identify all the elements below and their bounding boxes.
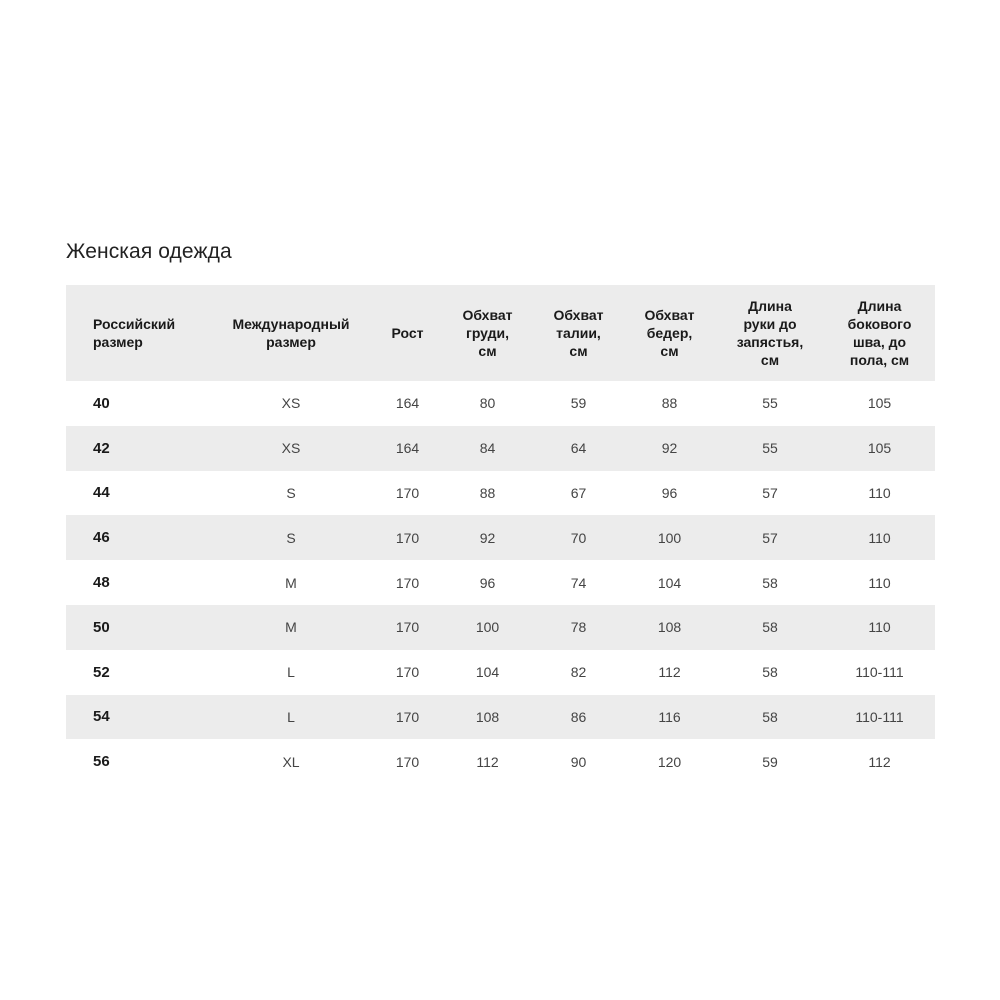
arm-length-cell: 55 <box>762 395 778 412</box>
russian-size-cell: 54 <box>93 708 110 726</box>
waist-girth-cell: 74 <box>570 574 587 591</box>
height-cell: 170 <box>395 484 420 501</box>
international-size-cell: S <box>286 484 296 501</box>
table-row <box>66 605 935 650</box>
height-cell: 170 <box>395 574 420 591</box>
side-seam-length-cell: 110 <box>868 529 891 546</box>
side-seam-length-cell: 110 <box>868 574 891 591</box>
waist-girth-cell: 59 <box>570 395 587 412</box>
header-line: талии, <box>556 325 601 341</box>
waist-girth-cell: 90 <box>570 753 587 770</box>
arm-length-cell: 55 <box>762 440 778 457</box>
waist-girth-cell: 86 <box>570 708 587 725</box>
chest-girth-cell: 92 <box>479 529 496 546</box>
international-size-cell: S <box>286 529 296 546</box>
header-line: бедер, <box>646 325 693 341</box>
arm-length-cell: 57 <box>762 484 778 501</box>
chest-girth-cell: 84 <box>479 440 496 457</box>
hip-girth-cell: 112 <box>658 664 681 681</box>
header-line: груди, <box>465 325 510 341</box>
waist-girth-cell: 82 <box>570 664 587 681</box>
side-seam-length-cell: 110-111 <box>855 708 904 725</box>
header-line: см <box>760 352 780 368</box>
arm-length-cell: 58 <box>762 619 778 636</box>
table-row <box>66 515 935 560</box>
height-cell: 170 <box>395 619 420 636</box>
chest-girth-cell: 88 <box>479 484 496 501</box>
height-cell: 170 <box>395 529 420 546</box>
hip-girth-cell: 96 <box>661 484 678 501</box>
russian-size-cell: 42 <box>93 439 110 457</box>
table-row <box>66 381 935 426</box>
header-russian-size <box>66 285 208 381</box>
hip-girth-cell: 108 <box>657 619 682 636</box>
waist-girth-cell: 78 <box>570 619 587 636</box>
header-line: запястья, <box>736 334 804 350</box>
russian-size-cell: 40 <box>93 394 110 412</box>
international-size-cell: L <box>287 708 295 725</box>
header-line: шва, до <box>852 334 907 350</box>
international-size-cell: XL <box>282 753 300 770</box>
chest-girth-cell: 104 <box>475 664 500 681</box>
side-seam-length-cell: 105 <box>867 395 892 412</box>
header-line: руки до <box>743 316 797 332</box>
table-row <box>66 650 935 695</box>
size-chart-table <box>66 285 935 784</box>
header-line: Обхват <box>462 307 513 323</box>
height-cell: 170 <box>395 708 420 725</box>
hip-girth-cell: 120 <box>657 753 682 770</box>
header-chest-girth <box>441 285 534 381</box>
side-seam-length-cell: 110 <box>868 619 891 636</box>
chest-girth-cell: 80 <box>479 395 496 412</box>
header-line: Российский <box>93 316 176 332</box>
height-cell: 164 <box>395 440 420 457</box>
international-size-cell: L <box>287 664 295 681</box>
arm-length-cell: 58 <box>762 574 778 591</box>
waist-girth-cell: 64 <box>570 440 587 457</box>
russian-size-cell: 44 <box>93 484 110 502</box>
header-line: см <box>478 343 497 359</box>
chest-girth-cell: 100 <box>475 619 500 636</box>
header-line: Длина <box>748 298 792 314</box>
russian-size-cell: 48 <box>93 574 110 592</box>
page-title: Женская одежда <box>66 240 232 263</box>
header-line: Обхват <box>553 307 604 323</box>
header-hip-girth <box>623 285 716 381</box>
header-line: см <box>660 343 679 359</box>
waist-girth-cell: 67 <box>570 484 587 501</box>
chest-girth-cell: 96 <box>479 574 496 591</box>
hip-girth-cell: 100 <box>657 529 682 546</box>
international-size-cell: XS <box>281 395 301 412</box>
header-line: размер <box>93 334 143 350</box>
table-row <box>66 426 935 471</box>
international-size-cell: XS <box>281 440 301 457</box>
header-line: бокового <box>847 316 912 332</box>
table-row <box>66 471 935 516</box>
chest-girth-cell: 112 <box>476 753 499 770</box>
waist-girth-cell: 70 <box>570 529 587 546</box>
international-size-cell: M <box>285 574 297 591</box>
table-body <box>66 381 935 784</box>
russian-size-cell: 50 <box>93 618 110 636</box>
header-line: см <box>569 343 588 359</box>
header-waist-girth <box>534 285 623 381</box>
table-row <box>66 739 935 784</box>
arm-length-cell: 57 <box>762 529 778 546</box>
russian-size-cell: 46 <box>93 529 110 547</box>
header-line: пола, см <box>849 352 910 368</box>
hip-girth-cell: 92 <box>661 440 678 457</box>
arm-length-cell: 58 <box>762 708 778 725</box>
side-seam-length-cell: 105 <box>867 440 892 457</box>
header-line: Рост <box>391 325 424 341</box>
side-seam-length-cell: 110-111 <box>855 664 904 681</box>
international-size-cell: M <box>285 619 297 636</box>
header-side-seam-length <box>824 285 935 381</box>
header-international-size <box>208 285 374 381</box>
side-seam-length-cell: 112 <box>868 753 891 770</box>
russian-size-cell: 52 <box>93 663 110 681</box>
table-row <box>66 695 935 740</box>
hip-girth-cell: 88 <box>661 395 678 412</box>
arm-length-cell: 59 <box>762 753 778 770</box>
arm-length-cell: 58 <box>762 664 778 681</box>
header-line: Международный <box>232 316 350 332</box>
height-cell: 164 <box>395 395 420 412</box>
side-seam-length-cell: 110 <box>868 484 891 501</box>
hip-girth-cell: 104 <box>657 574 682 591</box>
table-row <box>66 560 935 605</box>
height-cell: 170 <box>395 664 420 681</box>
height-cell: 170 <box>395 753 420 770</box>
hip-girth-cell: 116 <box>658 708 681 725</box>
chest-girth-cell: 108 <box>475 708 500 725</box>
table-header-row <box>66 285 935 381</box>
header-line: Обхват <box>644 307 695 323</box>
header-line: Длина <box>857 298 902 314</box>
russian-size-cell: 56 <box>93 753 110 771</box>
header-line: размер <box>266 334 316 350</box>
header-height <box>374 285 441 381</box>
header-arm-length <box>716 285 824 381</box>
